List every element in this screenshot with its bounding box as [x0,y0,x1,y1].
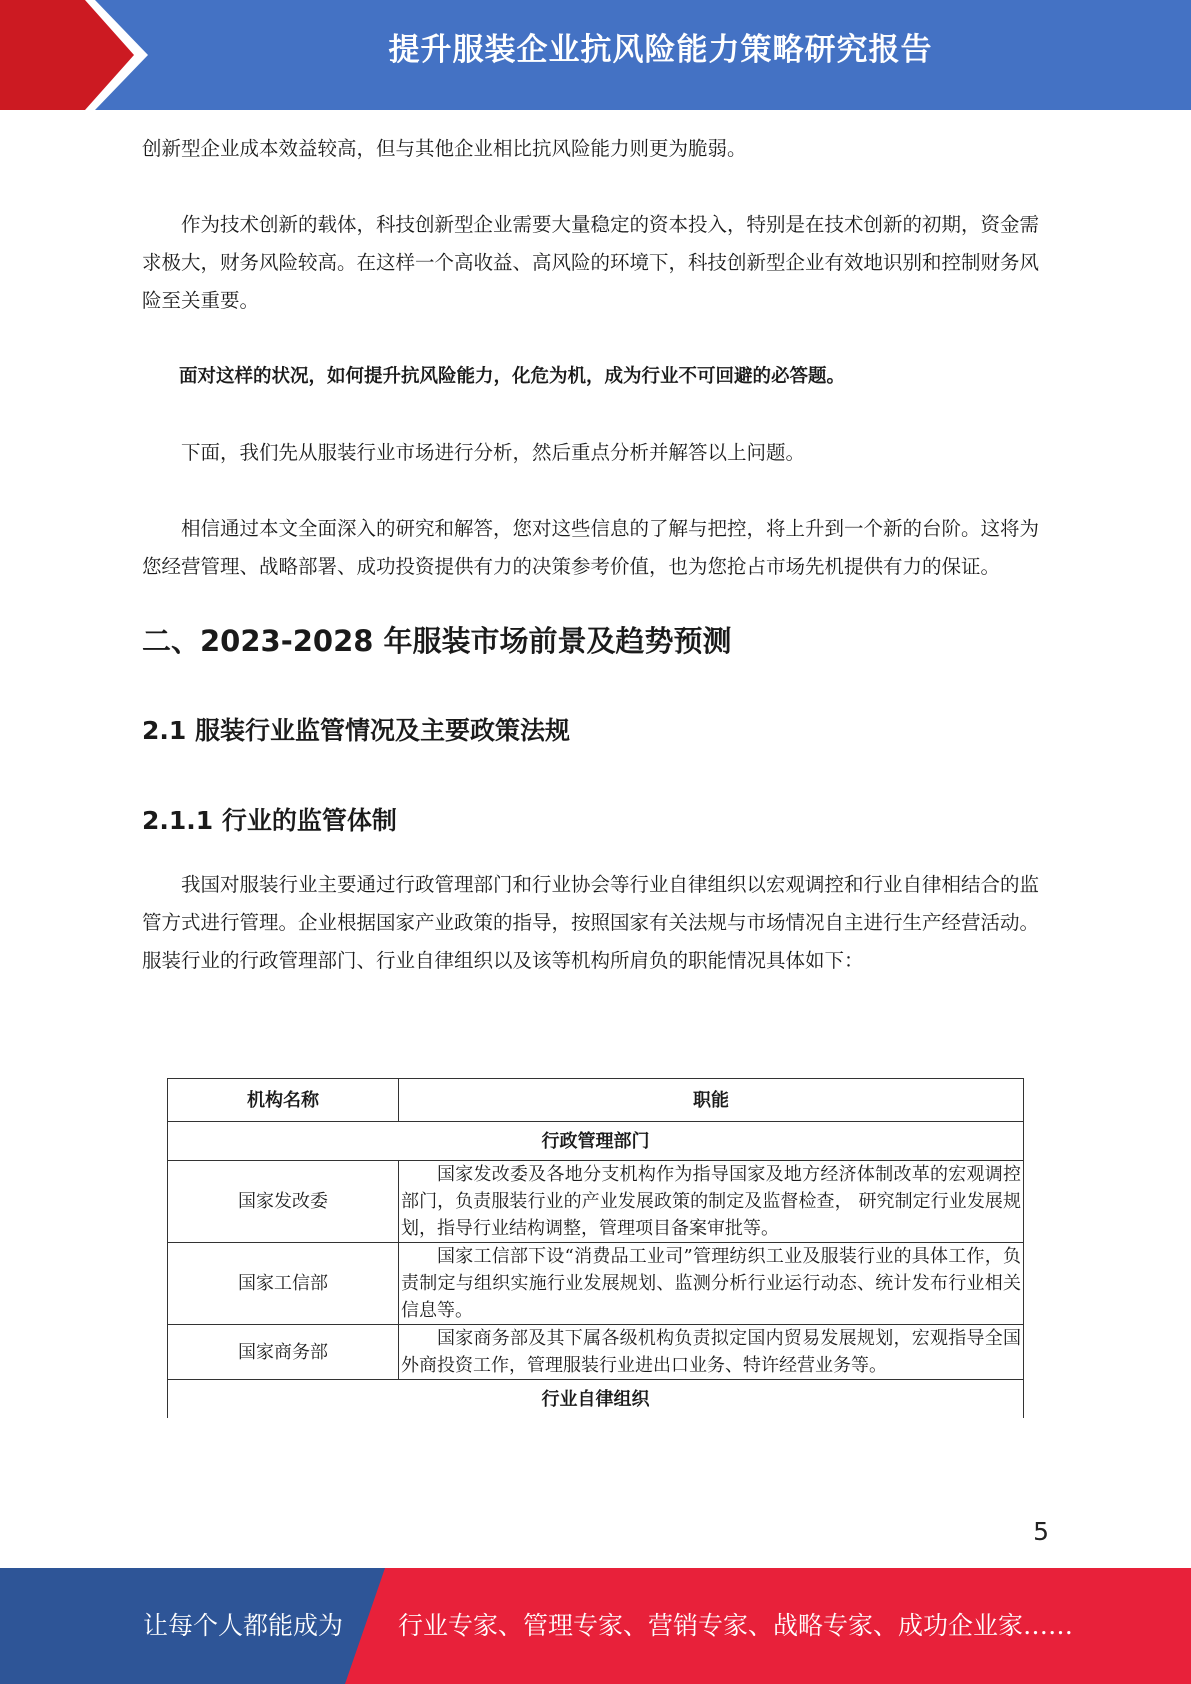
org-function: 国家发改委及各地分支机构作为指导国家及地方经济体制改革的宏观调控部门，负责服装行业的产业发展政策的制定及监督检查， 研究制定行业发展规划，指导行业结构调整，管理项目备案审批等。 [399,1161,1024,1243]
paragraph: 作为技术创新的载体，科技创新型企业需要大量稳定的资本投入，特别是在技术创新的初期，资金需求极大，财务风险较高。在这样一个高收益、高风险的环境下，科技创新型企业有效地识别和控制财务风险至关重要。 [142,213,1040,312]
table-group-row [168,1380,1024,1419]
org-function: 国家商务部及其下属各级机构负责拟定国内贸易发展规划，宏观指导全国外商投资工作，管理服装行业进出口业务、特许经营业务等。 [399,1325,1024,1380]
org-name: 国家工信部 [168,1243,399,1325]
paragraph: 我国对服装行业主要通过行政管理部门和行业协会等行业自律组织以宏观调控和行业自律相结合的监管方式进行管理。企业根据国家产业政策的指导，按照国家有关法规与市场情况自主进行生产经营活动。服装行业的行政管理部门、行业自律组织以及该等机构所肩负的职能情况具体如下： [142,873,1040,972]
paragraph: 创新型企业成本效益较高，但与其他企业相比抗风险能力则更为脆弱。 [142,137,747,160]
table-row [168,1161,1024,1243]
table-row [168,1243,1024,1325]
paragraph: 相信通过本文全面深入的研究和解答，您对这些信息的了解与把控，将上升到一个新的台阶。这将为您经营管理、战略部署、成功投资提供有力的决策参考价值，也为您抢占市场先机提供有力的保证。 [142,517,1040,578]
table-group-row [168,1122,1024,1161]
section-heading: 二、2023-2028 年服装市场前景及趋势预测 [142,624,732,658]
main-content [142,130,1047,980]
group-label: 行业自律组织 [168,1380,1024,1419]
footer-slogan-right: 行业专家、管理专家、营销专家、战略专家、成功企业家…… [398,1611,1074,1640]
subsection-heading: 2.1 服装行业监管情况及主要政策法规 [142,716,570,745]
group-label: 行政管理部门 [168,1122,1024,1161]
regulatory-table [167,1078,1024,1418]
page-footer [0,1568,1191,1684]
org-name: 国家商务部 [168,1325,399,1380]
subsubsection-heading: 2.1.1 行业的监管体制 [142,806,397,835]
footer-slogan-left: 让每个人都能成为 [143,1611,344,1640]
org-function: 国家工信部下设“消费品工业司”管理纺织工业及服装行业的具体工作，负责制定与组织实施行业发展规划、监测分析行业运行动态、统计发布行业相关信息等。 [399,1243,1024,1325]
emphasis-paragraph: 面对这样的状况，如何提升抗风险能力，化危为机，成为行业不可回避的必答题。 [179,366,846,387]
page-number: 5 [1033,1517,1049,1546]
page-header [0,0,1191,110]
column-header: 职能 [399,1079,1024,1122]
table-header-row [168,1079,1024,1122]
header-title: 提升服装企业抗风险能力策略研究报告 [388,32,933,68]
org-name: 国家发改委 [168,1161,399,1243]
column-header: 机构名称 [168,1079,399,1122]
paragraph: 下面，我们先从服装行业市场进行分析，然后重点分析并解答以上问题。 [181,441,806,464]
table-row [168,1325,1024,1380]
